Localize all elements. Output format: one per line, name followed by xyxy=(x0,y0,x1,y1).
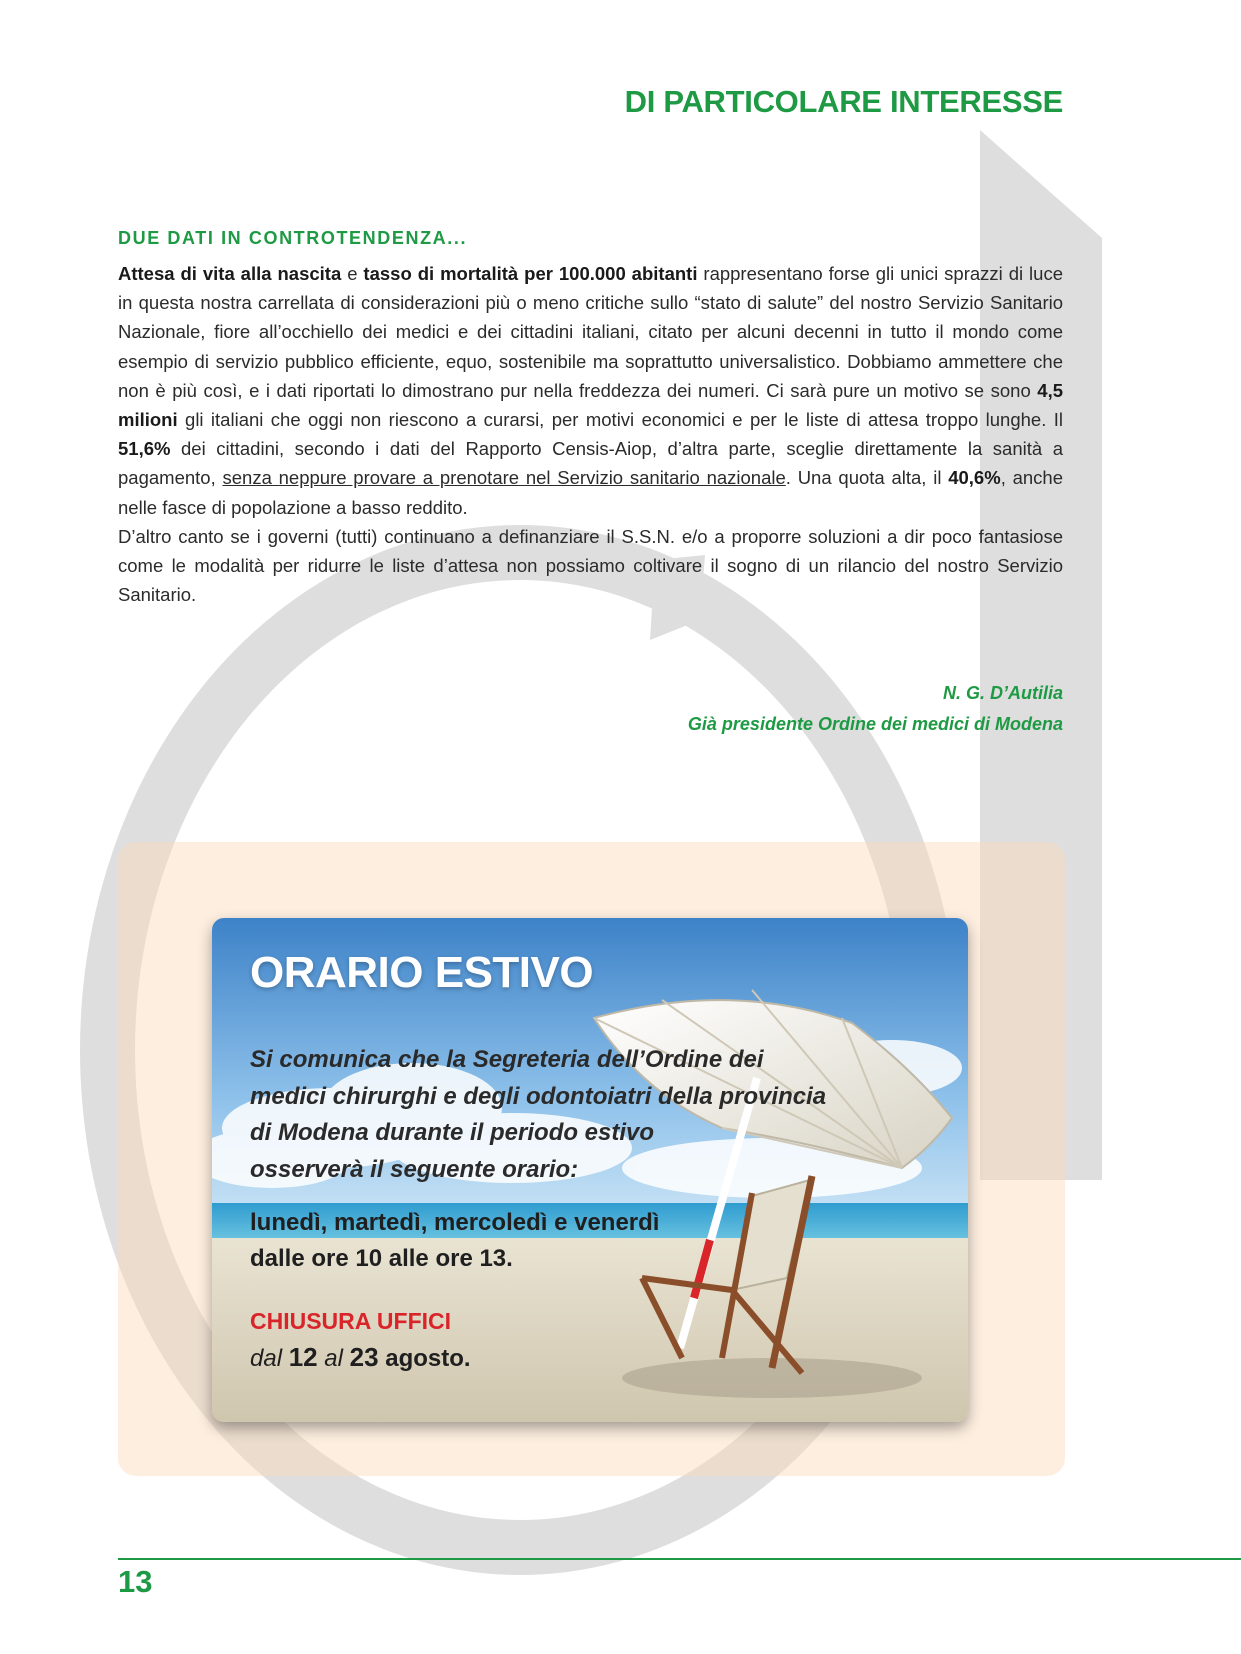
bold-4-5-million: 4,5 milioni xyxy=(118,379,1063,431)
summer-hours-card xyxy=(212,918,968,1422)
bold-mortality-rate: tasso di mortalità per 100.000 abitanti xyxy=(363,263,698,284)
notice-intro: Si comunica che la Segreteria dell’Ordine dei medici chirurghi e degli odontoiatri della provincia di Modena durante il periodo estivo osserverà il seguente orario: xyxy=(250,1046,827,1183)
footer-rule xyxy=(118,1558,1241,1560)
section-title: DI PARTICOLARE INTERESSE xyxy=(624,84,1063,119)
author-signature xyxy=(688,678,1063,740)
author-role: Già presidente Ordine dei medici di Modena xyxy=(687,714,1063,734)
office-closure xyxy=(250,1303,471,1377)
page-number: 13 xyxy=(118,1564,153,1599)
closure-label: CHIUSURA UFFICI xyxy=(250,1308,452,1334)
opening-hours: lunedì, martedì, mercoledì e venerdì dalle ore 10 alle ore 13. xyxy=(250,1209,660,1272)
bold-life-expectancy: Attesa di vita alla nascita xyxy=(118,263,342,284)
article xyxy=(118,228,1063,609)
underlined-phrase: senza neppure provare a prenotare nel Servizio sanitario nazionale xyxy=(222,467,786,489)
article-paragraph-1: Attesa di vita alla nascita e tasso di mortalità per 100.000 abitanti rappresentano forse gli unici sprazzi di luce in questa nostra carrellata di considerazioni più o meno critiche sullo “stato di salute” del nostro Servizio Sanitario Nazionale, fiore all’occhiello dei medici e dei cittadini italiani, citato per alcuni decenni in tutto il mondo come esempio di servizio pubblico efficiente, equo, sostenibile ma soprattutto universalistico. Dobbiamo ammettere che non è più così, e i dati riportati lo dimostrano pur nella freddezza dei numeri. Ci sarà pure un motivo se sono 4,5 milioni gli italiani che oggi non riescono a curarsi, per motivi economici e per le liste di attesa troppo lunghe. Il 51,6% dei cittadini, secondo i dati del Rapporto Censis-Aiop, d’altra parte, sceglie direttamente la sanità a pagamento, senza neppure provare a prenotare nel Servizio sanitario nazionale. Una quota alta, il 40,6%, anche nelle fasce di popolazione a basso reddito. xyxy=(118,263,1064,518)
author-name: N. G. D’Autilia xyxy=(942,683,1063,703)
bold-40-6-percent: 40,6% xyxy=(948,467,1001,489)
closure-dates: dal 12 al 23 agosto. xyxy=(250,1342,471,1372)
article-paragraph-2: D’altro canto se i governi (tutti) continuano a definanziare il S.S.N. e/o a proporre soluzioni a dir poco fantasiose come le modalità per ridurre le liste d’attesa non possiamo coltivare il sogno di un rilancio del nostro Servizio Sanitario. xyxy=(118,525,1063,606)
article-heading: DUE DATI IN CONTROTENDENZA... xyxy=(118,228,468,248)
article-body xyxy=(118,259,1063,609)
bold-51-6-percent: 51,6% xyxy=(118,438,171,460)
notice-title: ORARIO ESTIVO xyxy=(250,948,594,997)
